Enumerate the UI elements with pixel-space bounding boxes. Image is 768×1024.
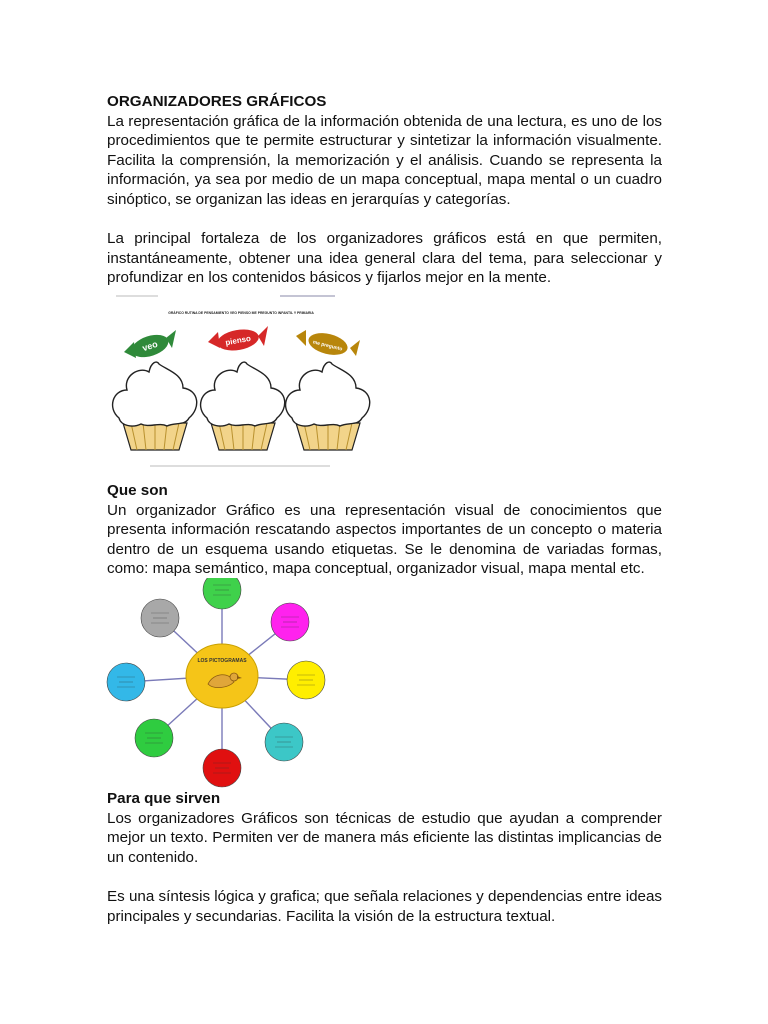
candy-veo-label: veo — [141, 338, 159, 354]
candy-me-pregunto-label: me pregunto — [312, 339, 343, 353]
candy-pienso-label: pienso — [224, 333, 252, 348]
intro-paragraph-1: La representación gráfica de la información obtenida de una lectura, es uno de los procedimientos que te permite estructurar y sintetizar la información visualmente. Facilita la comprensión, la memorización y el análisis. Cuando se representa la información, ya sea por medio de un mapa conceptual, mapa mental o un cuadro sinóptico, se organizan las ideas en jerarquías y categorías. — [107, 112, 662, 208]
figure-veo-pienso-me-pregunto — [110, 290, 372, 478]
figure1-title: GRÁFICO RUTINA DE PENSAMIENTO VEO PIENSO ME PREGUNTO INFANTIL Y PRIMARIA — [168, 311, 314, 315]
section-que-son — [107, 481, 662, 579]
figure-pictogramas-map — [104, 578, 386, 788]
intro-block — [107, 92, 662, 288]
section-para-que-sirven-text-2: Es una síntesis lógica y grafica; que señala relaciones y dependencias entre ideas principales y secundarias. Facilita la visión de la estructura textual. — [107, 887, 662, 925]
section-que-son-text: Un organizador Gráfico es una representación visual de conocimientos que presenta información rescatando aspectos importantes de un concepto o materia dentro de un esquema usando etiquetas. Se le denomina de variadas formas, como: mapa semántico, mapa conceptual, organizador visual, mapa mental etc. — [107, 501, 662, 578]
section-para-que-sirven-text-1: Los organizadores Gráficos son técnicas de estudio que ayudan a comprender mejor un texto. Permiten ver de manera más eficiente las distintas implicancias de un contenido. — [107, 809, 662, 866]
section-para-que-sirven — [107, 789, 662, 926]
document-title: ORGANIZADORES GRÁFICOS — [107, 93, 327, 110]
map-center-label: LOS PICTOGRAMAS — [197, 658, 247, 664]
section-que-son-heading: Que son — [107, 482, 168, 499]
section-para-que-sirven-heading: Para que sirven — [107, 790, 221, 807]
intro-paragraph-2: La principal fortaleza de los organizadores gráficos está en que permiten, instantáneamente, obtener una idea general clara del tema, para seleccionar y profundizar en los contenidos básicos y fijarlos mejor en la mente. — [107, 230, 662, 287]
